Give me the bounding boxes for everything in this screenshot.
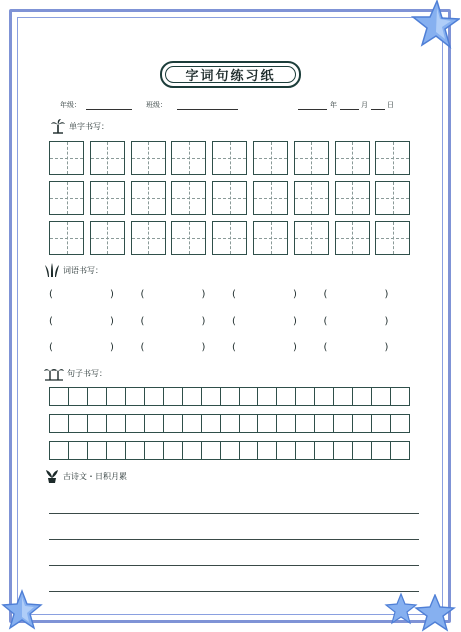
word-brackets	[49, 289, 395, 359]
potted-plant-icon	[44, 468, 60, 484]
sentence-cell[interactable]	[315, 415, 334, 432]
sentence-cell[interactable]	[221, 388, 240, 405]
sentence-cell[interactable]	[334, 415, 353, 432]
writing-line[interactable]	[49, 591, 419, 592]
grid-guide-vertical	[148, 182, 149, 214]
sentence-cell[interactable]	[183, 442, 202, 459]
class-field[interactable]	[177, 109, 238, 110]
tian-grid-cell[interactable]	[131, 221, 166, 255]
sentence-cell[interactable]	[240, 388, 259, 405]
tian-grid-cell[interactable]	[49, 141, 84, 175]
grid-guide-vertical	[148, 142, 149, 174]
sentence-cell[interactable]	[88, 388, 107, 405]
month-label: 月	[361, 101, 368, 109]
single-chars-label: 单字书写：	[69, 121, 109, 131]
tian-grid-cell[interactable]	[212, 141, 247, 175]
info-row	[60, 100, 400, 114]
tian-grid-cell[interactable]	[171, 221, 206, 255]
sentence-cell[interactable]	[50, 388, 69, 405]
tian-grid-cell[interactable]	[90, 141, 125, 175]
grid-guide-vertical	[271, 142, 272, 174]
day-label: 日	[387, 101, 394, 109]
sentence-cell[interactable]	[240, 415, 259, 432]
tian-grid-cell[interactable]	[294, 141, 329, 175]
grid-guide-vertical	[230, 142, 231, 174]
sentence-cell[interactable]	[145, 388, 164, 405]
sentence-cell[interactable]	[258, 442, 277, 459]
word-bracket-open: (	[49, 289, 53, 300]
sentence-cell[interactable]	[391, 415, 409, 432]
sentence-cell[interactable]	[277, 442, 296, 459]
grid-guide-vertical	[148, 222, 149, 254]
word-bracket-open: (	[323, 315, 328, 327]
sentence-cell[interactable]	[202, 388, 221, 405]
sentence-cell[interactable]	[258, 415, 277, 432]
grade-field[interactable]	[86, 109, 132, 110]
tian-grid-cell[interactable]	[131, 141, 166, 175]
word-bracket-close: )	[201, 342, 206, 353]
sentence-cell[interactable]	[107, 415, 126, 432]
sentence-cell[interactable]	[296, 415, 315, 432]
sentence-cell[interactable]	[221, 415, 240, 432]
sentence-cell[interactable]	[145, 415, 164, 432]
tian-grid-cell[interactable]	[171, 141, 206, 175]
sentence-cell[interactable]	[145, 442, 164, 459]
word-bracket-open: (	[140, 342, 145, 353]
sentence-cell[interactable]	[372, 442, 391, 459]
words-heading	[44, 262, 103, 278]
word-bracket-open: (	[232, 342, 236, 353]
tian-grid-cell[interactable]	[90, 181, 125, 215]
sentence-cell[interactable]	[126, 442, 145, 459]
tian-grid-cell[interactable]	[131, 181, 166, 215]
grid-guide-vertical	[107, 222, 108, 254]
poetry-heading	[44, 468, 127, 484]
month-field[interactable]	[340, 109, 359, 110]
sentence-cell[interactable]	[183, 388, 202, 405]
sentence-cell[interactable]	[69, 388, 88, 405]
star-icon-bottom-right	[414, 594, 456, 632]
sentence-cell[interactable]	[164, 442, 183, 459]
day-field[interactable]	[371, 109, 385, 110]
grade-label: 年级：	[60, 101, 81, 109]
tian-grid-cell[interactable]	[335, 221, 370, 255]
sentence-cell[interactable]	[353, 415, 372, 432]
sentence-cell[interactable]	[315, 388, 334, 405]
grid-guide-vertical	[189, 182, 190, 214]
sentence-cell[interactable]	[164, 415, 183, 432]
sentence-cell[interactable]	[221, 442, 240, 459]
tian-grid-cell[interactable]	[375, 141, 410, 175]
tian-grid-cell[interactable]	[253, 181, 288, 215]
tian-grid-cell[interactable]	[212, 181, 247, 215]
sentence-cell[interactable]	[126, 388, 145, 405]
words-label: 词语书写：	[63, 265, 103, 275]
grid-guide-vertical	[352, 222, 353, 254]
grid-guide-vertical	[189, 222, 190, 254]
grid-guide-vertical	[107, 182, 108, 214]
word-bracket-close: )	[201, 315, 206, 327]
tian-grid-cell[interactable]	[253, 221, 288, 255]
sentence-cell[interactable]	[69, 442, 88, 459]
title-banner	[160, 61, 301, 88]
sentence-cell[interactable]	[372, 415, 391, 432]
writing-line[interactable]	[49, 539, 419, 540]
page-title: 字词句练习纸	[185, 69, 276, 84]
tian-grid-cell[interactable]	[90, 221, 125, 255]
sentence-cell[interactable]	[50, 442, 69, 459]
grid-guide-vertical	[311, 142, 312, 174]
word-bracket-close: )	[384, 342, 389, 353]
sentence-cell[interactable]	[183, 415, 202, 432]
single-chars-heading	[50, 118, 109, 134]
sentence-cell[interactable]	[334, 388, 353, 405]
star-icon-bottom-right-small	[384, 592, 418, 626]
writing-line[interactable]	[49, 565, 419, 566]
palm-tree-icon	[50, 118, 66, 134]
sentence-cell[interactable]	[315, 442, 334, 459]
tian-grid-cell[interactable]	[49, 181, 84, 215]
word-bracket-close: )	[110, 315, 114, 327]
sentences-heading	[44, 365, 107, 381]
grid-guide-vertical	[271, 182, 272, 214]
tian-grid-cell[interactable]	[212, 221, 247, 255]
grid-guide-vertical	[189, 142, 190, 174]
word-bracket-open: (	[140, 289, 145, 300]
sentence-row[interactable]	[49, 387, 410, 406]
grid-guide-vertical	[271, 222, 272, 254]
sentence-cell[interactable]	[353, 442, 372, 459]
sentence-cell[interactable]	[50, 415, 69, 432]
word-bracket-close: )	[110, 342, 114, 353]
sentence-cell[interactable]	[88, 442, 107, 459]
sentence-cell[interactable]	[69, 415, 88, 432]
coconut-trees-icon	[44, 365, 64, 381]
word-bracket-open: (	[323, 342, 328, 353]
sentence-cell[interactable]	[372, 388, 391, 405]
word-bracket-open: (	[49, 342, 53, 353]
grid-guide-vertical	[311, 222, 312, 254]
grid-guide-vertical	[311, 182, 312, 214]
tian-grid-cell[interactable]	[335, 141, 370, 175]
sentence-cell[interactable]	[107, 442, 126, 459]
sentences-label: 句子书写：	[67, 368, 107, 378]
tian-grid-cell[interactable]	[294, 221, 329, 255]
tian-grid-cell[interactable]	[375, 181, 410, 215]
grid-guide-vertical	[352, 142, 353, 174]
grid-guide-vertical	[230, 182, 231, 214]
star-icon-top-right	[408, 0, 460, 52]
sentence-cell[interactable]	[202, 415, 221, 432]
sentence-cell[interactable]	[126, 415, 145, 432]
sentence-cell[interactable]	[164, 388, 183, 405]
word-bracket-open: (	[232, 315, 236, 327]
word-bracket-close: )	[293, 315, 297, 327]
tian-grid-cell[interactable]	[171, 181, 206, 215]
word-bracket-open: (	[140, 315, 145, 327]
grid-guide-vertical	[352, 182, 353, 214]
poetry-label: 古诗文・日积月累	[63, 471, 127, 481]
grid-guide-vertical	[67, 222, 68, 254]
sentence-cell[interactable]	[391, 388, 409, 405]
sentence-cell[interactable]	[240, 442, 259, 459]
sentence-row[interactable]	[49, 414, 410, 433]
sentence-cell[interactable]	[391, 442, 409, 459]
grid-guide-vertical	[67, 142, 68, 174]
tian-grid-cell[interactable]	[253, 141, 288, 175]
tian-grid-cell[interactable]	[375, 221, 410, 255]
word-bracket-open: (	[323, 289, 328, 300]
sentence-cell[interactable]	[334, 442, 353, 459]
grid-guide-vertical	[230, 222, 231, 254]
grid-guide-vertical	[393, 182, 394, 214]
sentence-cell[interactable]	[353, 388, 372, 405]
year-field[interactable]	[298, 109, 327, 110]
star-icon-bottom-left	[0, 589, 44, 632]
year-label: 年	[330, 101, 337, 109]
word-bracket-close: )	[384, 315, 389, 327]
word-bracket-open: (	[232, 289, 236, 300]
sentence-row[interactable]	[49, 441, 410, 460]
word-bracket-close: )	[201, 289, 206, 300]
sentence-cell[interactable]	[277, 415, 296, 432]
sentence-cell[interactable]	[296, 442, 315, 459]
sentence-cell[interactable]	[202, 442, 221, 459]
grid-guide-vertical	[107, 142, 108, 174]
writing-line[interactable]	[49, 513, 419, 514]
word-bracket-open: (	[49, 315, 53, 327]
word-bracket-close: )	[110, 289, 114, 300]
sentence-cell[interactable]	[296, 388, 315, 405]
tian-grid-cell[interactable]	[294, 181, 329, 215]
grid-guide-vertical	[393, 142, 394, 174]
grid-guide-vertical	[67, 182, 68, 214]
sentence-cell[interactable]	[107, 388, 126, 405]
word-bracket-close: )	[293, 289, 297, 300]
grass-icon	[44, 262, 60, 278]
word-bracket-close: )	[293, 342, 297, 353]
sentence-cell[interactable]	[277, 388, 296, 405]
grid-guide-vertical	[393, 222, 394, 254]
sentence-cell[interactable]	[88, 415, 107, 432]
word-bracket-close: )	[384, 289, 389, 300]
tian-grid-cell[interactable]	[335, 181, 370, 215]
tian-grid-cell[interactable]	[49, 221, 84, 255]
class-label: 班级：	[146, 101, 167, 109]
sentence-cell[interactable]	[258, 388, 277, 405]
